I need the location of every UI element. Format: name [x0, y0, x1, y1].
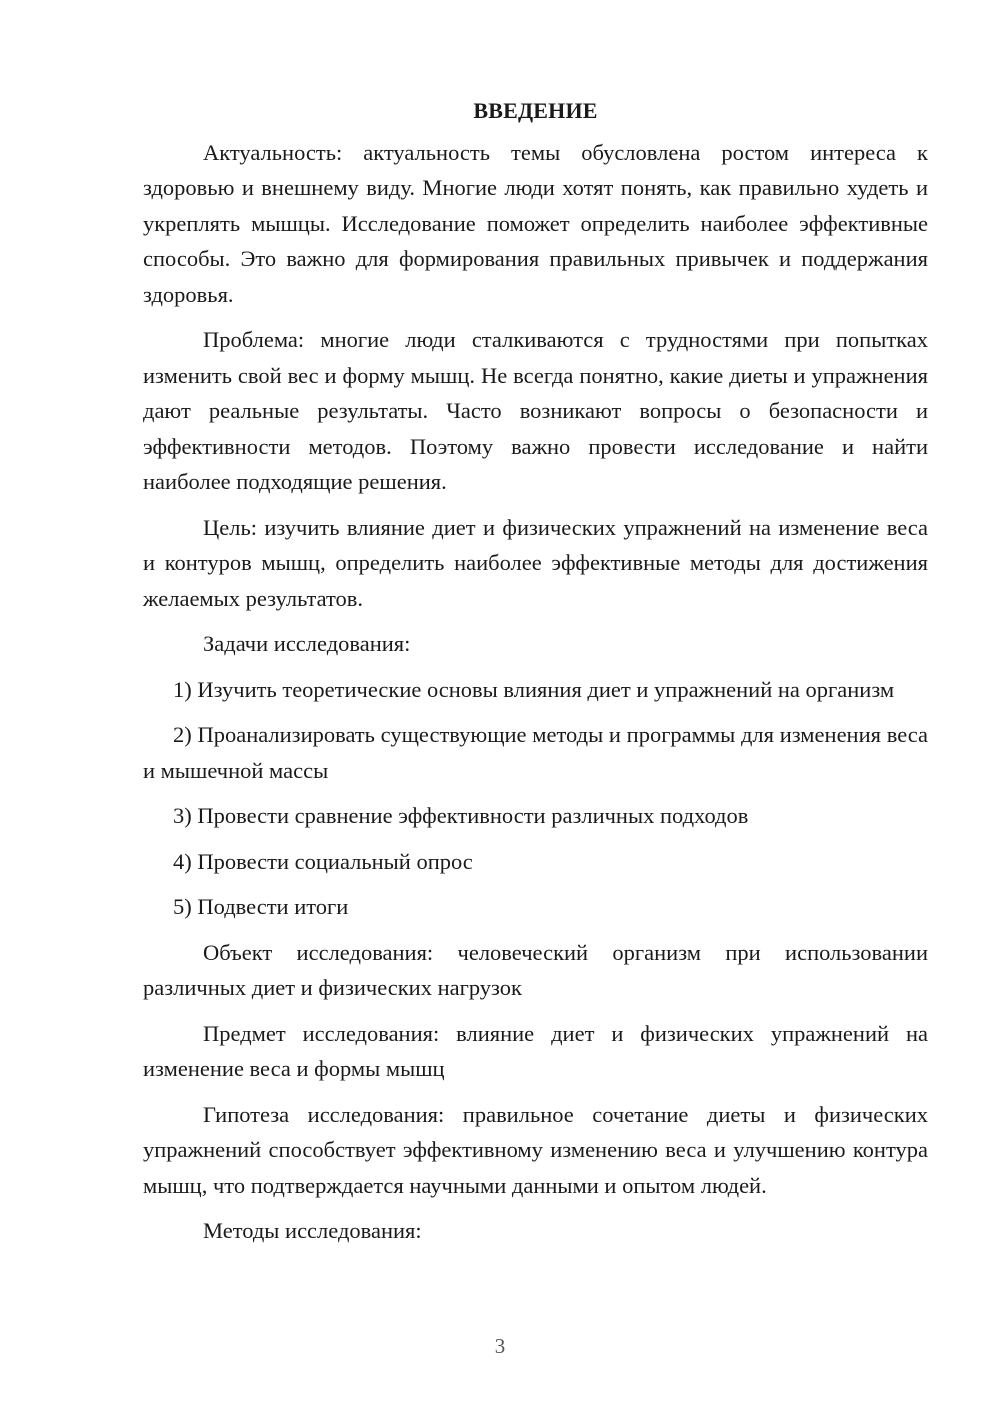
task-item-4: 4) Провести социальный опрос — [173, 848, 473, 874]
hypothesis-paragraph: Гипотеза исследования: правильное сочетание диеты и физических упражнений способствует эффективному изменению веса и улучшению контура мышц, что подтверждается научными данными и опытом людей. — [143, 1101, 928, 1198]
task-item-5: 5) Подвести итоги — [173, 894, 349, 919]
page-title: ВВЕДЕНИЕ — [473, 98, 598, 123]
goal-paragraph: Цель: изучить влияние диет и физических упражнений на изменение веса и контуров мышц, определить наиболее эффективные методы для достижения желаемых результатов. — [143, 514, 928, 611]
task-item-3: 3) Провести сравнение эффективности различных подходов — [173, 803, 749, 828]
task-item-1: 1) Изучить теоретические основы влияния диет и упражнений на организм — [173, 676, 895, 702]
subject-paragraph: Предмет исследования: влияние диет и физических упражнений на изменение веса и формы мышц — [143, 1020, 928, 1081]
document-page — [143, 93, 928, 1259]
relevance-paragraph: Актуальность: актуальность темы обусловлена ростом интереса к здоровью и внешнему виду. Многие люди хотят понять, как правильно худеть и укреплять мышцы. Исследование поможет определить наиболее эффективные способы. Это важно для формирования правильных привычек и поддержания здоровья. — [143, 139, 928, 307]
methods-heading: Методы исследования: — [203, 1218, 422, 1243]
problem-paragraph: Проблема: многие люди сталкиваются с трудностями при попытках изменить свой вес и форму мышц. Не всегда понятно, какие диеты и упражнения дают реальные результаты. Часто возникают вопросы о безопасности и эффективности методов. Поэтому важно провести исследование и найти наиболее подходящие решения. — [143, 327, 928, 494]
object-paragraph: Объект исследования: человеческий организм при использовании различных диет и физических нагрузок — [143, 939, 928, 1000]
task-item-2: 2) Проанализировать существующие методы и программы для изменения веса и мышечной массы — [143, 722, 928, 783]
tasks-heading: Задачи исследования: — [203, 631, 411, 656]
page-number: 3 — [494, 1334, 506, 1358]
